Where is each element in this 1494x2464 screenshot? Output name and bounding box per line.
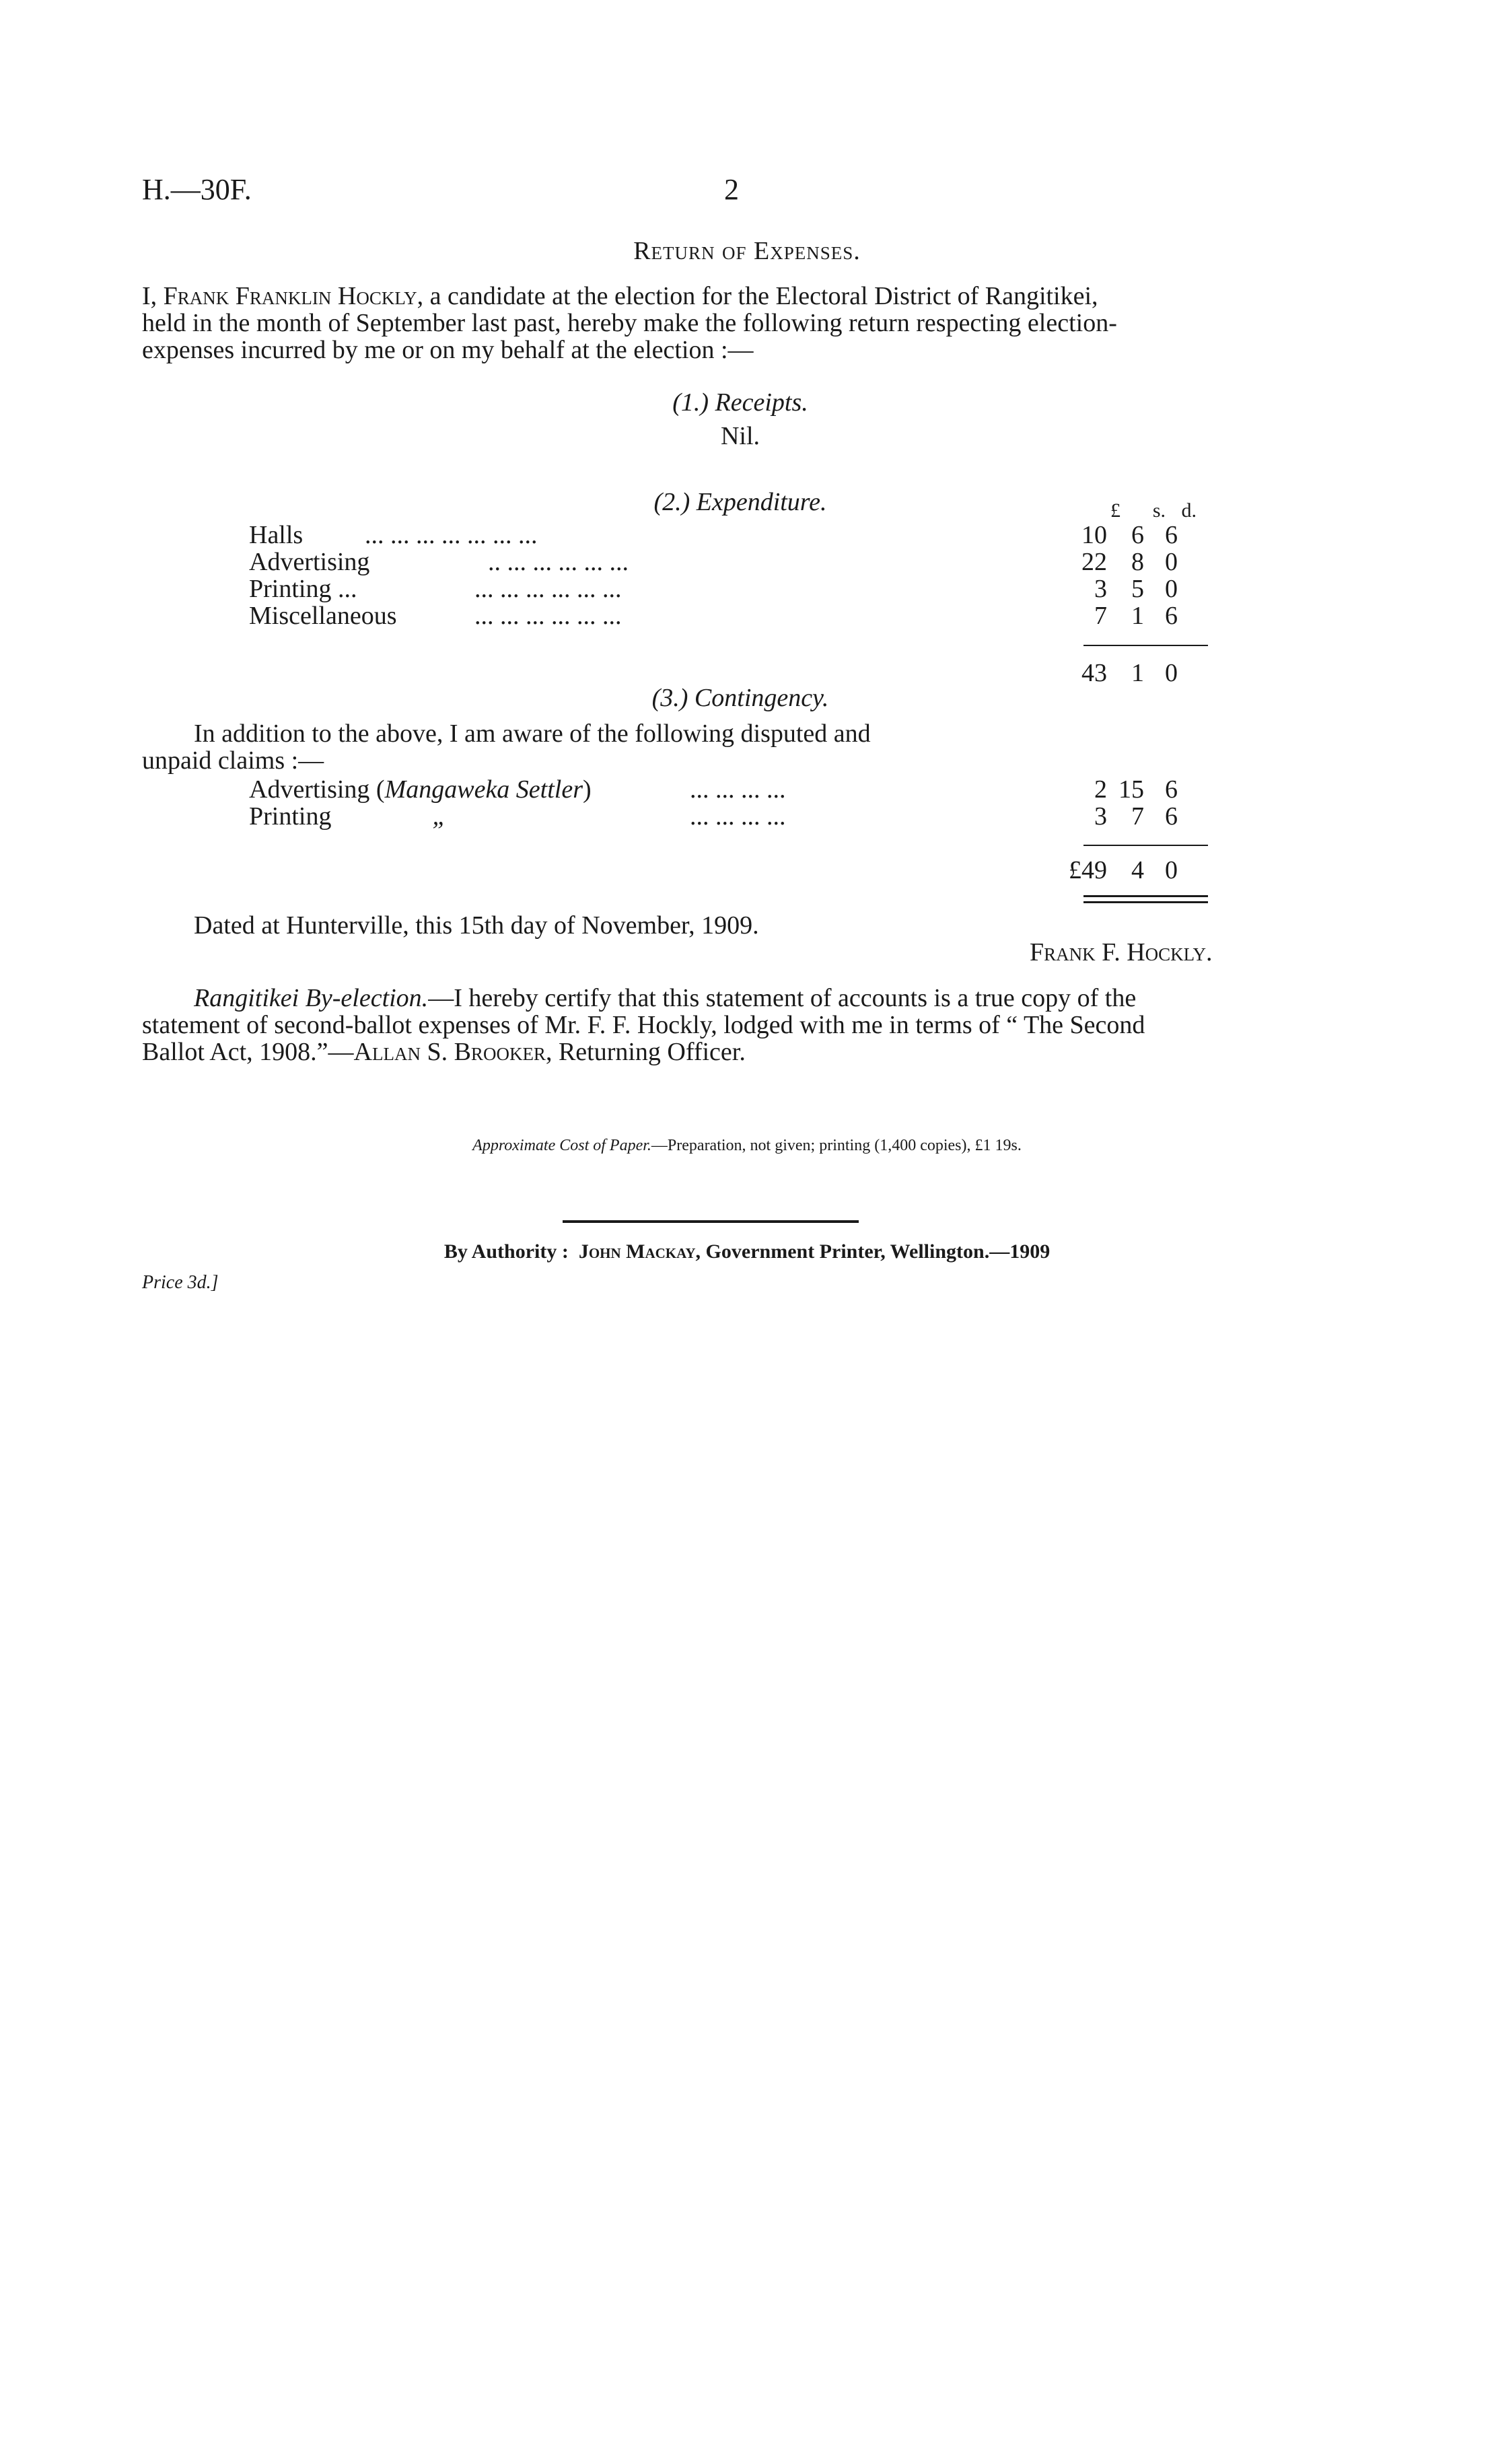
contingency-row: Printing „ ... ... ... ... 3 7 6 xyxy=(249,802,1178,831)
signature: Frank F. Hockly. xyxy=(1030,938,1213,966)
expenditure-row: Printing ... ... ... ... ... ... ... 3 5 0 xyxy=(249,575,1178,603)
price: Price 3d.] xyxy=(142,1272,219,1293)
contingency-text-line-2: unpaid claims :— xyxy=(142,746,324,775)
expenditure-row: Miscellaneous ... ... ... ... ... ... 7 1 6 xyxy=(249,602,1178,630)
returning-officer-name: Allan S. Brooker xyxy=(353,1038,546,1066)
intro-line-3: expenses incurred by me or on my behalf at the election :— xyxy=(142,336,754,364)
intro-line-1: I, Frank Franklin Hockly, a candidate at the election for the Electoral District of Rangitikei, xyxy=(142,282,1098,310)
certification-paragraph xyxy=(142,985,1320,1065)
expenditure-heading: (2.) Expenditure. xyxy=(653,488,827,516)
double-rule-bottom xyxy=(1083,901,1208,903)
pence-header: d. xyxy=(1181,499,1197,522)
subtotal-rule xyxy=(1083,645,1208,646)
certification-line-2: statement of second-ballot expenses of Mr. F. F. Hockly, lodged with me in terms of “ The Second xyxy=(142,1011,1145,1039)
shillings-header: s. xyxy=(1152,499,1166,522)
certification-line-1: Rangitikei By-election.—I hereby certify that this statement of accounts is a true copy of the xyxy=(194,984,1137,1012)
cost-note: Approximate Cost of Paper.—Preparation, not given; printing (1,400 copies), £1 19s. xyxy=(472,1137,1022,1154)
document-reference: H.—30F. xyxy=(142,173,252,206)
imprint-rule xyxy=(563,1220,859,1223)
receipts-value: Nil. xyxy=(720,422,760,450)
currency-headers xyxy=(1077,499,1225,522)
contingency-heading: (3.) Contingency. xyxy=(651,684,829,712)
imprint: By Authority : John Mackay, Government Printer, Wellington.—1909 xyxy=(443,1240,1051,1263)
expenditure-row: Halls ... ... ... ... ... ... ... 10 6 6 xyxy=(249,521,1178,549)
expenditure-row: Advertising .. ... ... ... ... ... 22 8 0 xyxy=(249,548,1178,576)
receipts-heading: (1.) Receipts. xyxy=(672,388,808,417)
total-rule xyxy=(1083,845,1208,846)
contingency-row: Advertising (Mangaweka Settler) ... ... ... ... 2 15 6 xyxy=(249,775,1178,804)
dated-line: Dated at Hunterville, this 15th day of November, 1909. xyxy=(194,911,759,940)
page-number: 2 xyxy=(724,173,739,206)
candidate-name: Frank Franklin Hockly xyxy=(163,282,417,310)
expenditure-total: 43 1 0 xyxy=(1081,659,1178,687)
intro-line-2: held in the month of September last past, hereby make the following return respecting election- xyxy=(142,309,1117,337)
pounds-header: £ xyxy=(1110,499,1120,522)
page-title: Return of Expenses. xyxy=(633,237,861,265)
grand-total: £49 4 0 xyxy=(1069,856,1178,884)
certification-line-3: Ballot Act, 1908.”—Allan S. Brooker, Returning Officer. xyxy=(142,1038,746,1066)
double-rule-top xyxy=(1083,895,1208,897)
contingency-text-line-1: In addition to the above, I am aware of the following disputed and xyxy=(194,719,871,748)
intro-paragraph xyxy=(142,283,1320,363)
